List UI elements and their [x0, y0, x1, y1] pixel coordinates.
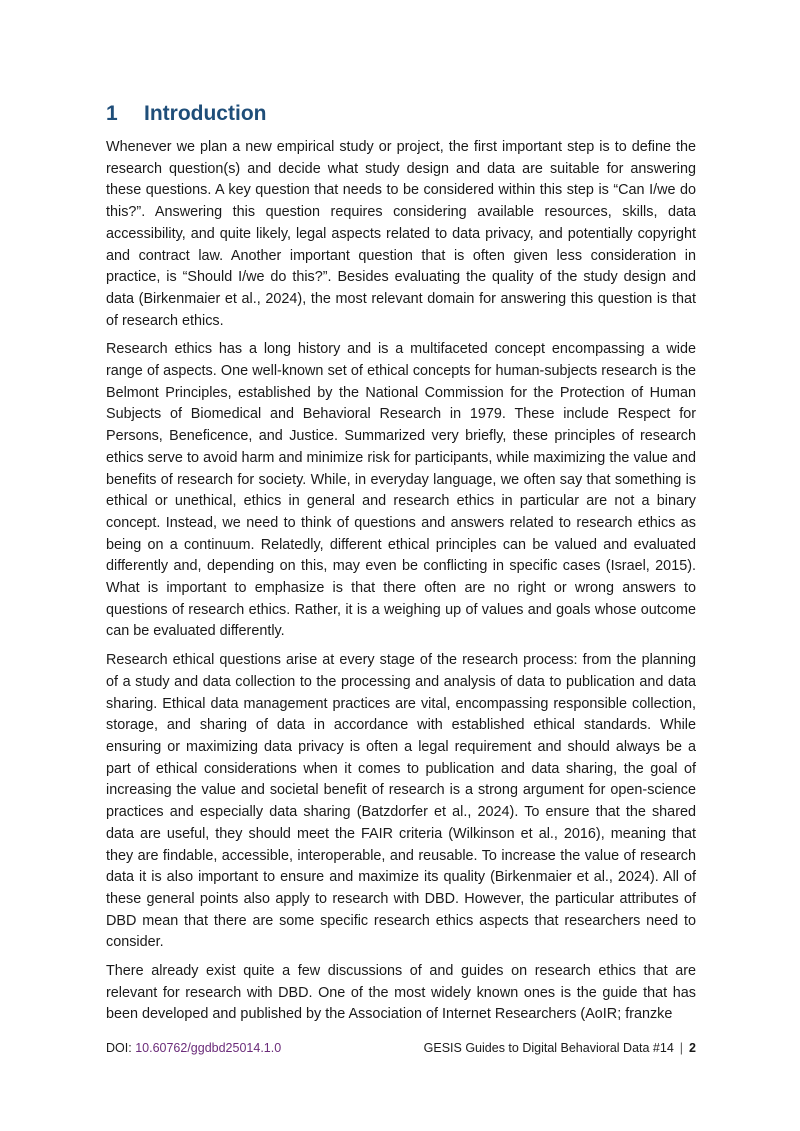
section-title: Introduction [144, 102, 267, 125]
series-title: GESIS Guides to Digital Behavioral Data #14 [423, 1041, 674, 1055]
paragraph: Research ethics has a long history and is a multifaceted concept encompassing a wide range of aspects. One well-known set of ethical concepts for human-subjects research is the Belmont Principles, established by the National Commission for the Protection of Human Subjects of Biomedical and Behavioral Research in 1979. These include Respect for Persons, Beneficence, and Justice. Summarized very briefly, these principles of research ethics serve to avoid harm and minimize risk for participants, while maximizing the value and benefits of research for society. While, in everyday language, we often say that something is ethical or unethical, ethics in general and research ethics in particular are not a binary concept. Instead, we need to think of questions and answers related to research ethics as being on a continuum. Relatedly, different ethical principles can be valued and evaluated differently and, depending on this, may even be conflicting in specific cases (Israel, 2015). What is important to emphasize is that there often are no right or wrong answers to questions of research ethics. Rather, it is a weighing up of values and goals whose outcome can be evaluated differently. [106, 341, 696, 640]
doi-label: DOI: [106, 1041, 132, 1055]
page-number: 2 [689, 1041, 696, 1055]
footer-series [424, 1040, 696, 1056]
body-text [106, 137, 696, 1033]
doi-link[interactable]: 10.60762/ggdbd25014.1.0 [135, 1041, 282, 1055]
footer-separator: | [679, 1041, 684, 1055]
paragraph: There already exist quite a few discussions of and guides on research ethics that are relevant for research with DBD. One of the most widely known ones is the guide that has been developed and published by the Association of Internet Researchers (AoIR; franzke [106, 963, 696, 1023]
footer-doi [106, 1040, 281, 1056]
section-number: 1 [106, 102, 118, 125]
paragraph: Whenever we plan a new empirical study or project, the first important step is to define the research question(s) and decide what study design and data are suitable for answering these questions. A key question that needs to be considered within this step is “Can I/we do this?”. Answering this question requires considering available resources, skills, data accessibility, and quite likely, legal aspects related to data privacy, and potentially copyright and contract law. Another important question that is often given less consideration in practice, is “Should I/we do this?”. Besides evaluating the quality of the study design and data (Birkenmaier et al., 2024), the most relevant domain for answering this question is that of research ethics. [106, 139, 696, 329]
section-heading [106, 100, 266, 128]
paragraph: Research ethical questions arise at every stage of the research process: from the planning of a study and data collection to the processing and analysis of data to publication and data sharing. Ethical data management practices are vital, encompassing responsible collection, storage, and sharing of data in accordance with established ethical standards. While ensuring or maximizing data privacy is often a legal requirement and should always be a part of ethical considerations when it comes to publication and data sharing, the goal of increasing the value and societal benefit of research is a strong argument for open-science practices and especially data sharing (Batzdorfer et al., 2024). To ensure that the shared data are useful, they should meet the FAIR criteria (Wilkinson et al., 2016), meaning that they are findable, accessible, interoperable, and reusable. To increase the value of research data it is also important to ensure and maximize its quality (Birkenmaier et al., 2024). All of these general points also apply to research with DBD. However, the particular attributes of DBD mean that there are some specific research ethics aspects that researchers need to consider. [106, 652, 696, 951]
